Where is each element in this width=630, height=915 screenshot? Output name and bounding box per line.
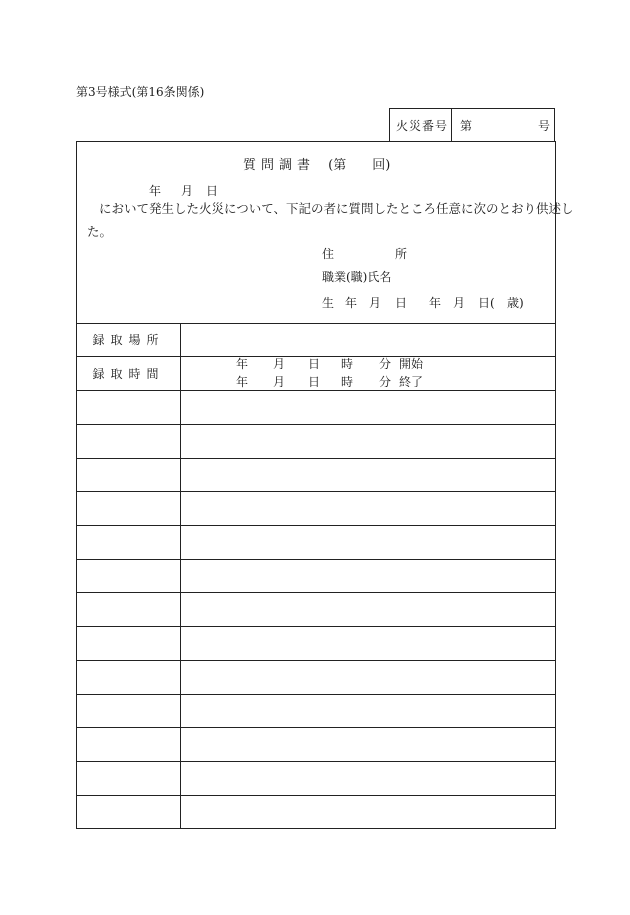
fire-number-dai: 第: [460, 119, 473, 133]
title-close: 回): [372, 158, 391, 173]
fire-number-go: 号: [538, 119, 551, 133]
rule-row-6: [77, 592, 555, 593]
start-year: 年: [236, 357, 249, 371]
birth-day-2: 日(: [478, 296, 495, 310]
birth-year-2: 年: [429, 296, 442, 310]
end-minute: 分: [379, 375, 392, 389]
rule-row-10: [77, 727, 555, 728]
start-label: 開始: [399, 357, 424, 371]
rule-row-1: [77, 424, 555, 425]
birth-year-1: 年: [345, 296, 358, 310]
end-label: 終了: [399, 375, 424, 389]
rule-row-2: [77, 458, 555, 459]
rule-time-bottom: [77, 390, 555, 391]
rule-row-7: [77, 626, 555, 627]
end-day: 日: [308, 375, 321, 389]
fire-number-box: [389, 108, 555, 141]
intro-line-1: において発生した火災について、下記の者に質問したところ任意に次のとおり供述し: [99, 201, 574, 216]
end-month: 月: [273, 375, 286, 389]
rule-column-divider: [180, 323, 181, 828]
birth-age: 歳): [507, 296, 524, 310]
date-year: 年: [149, 184, 162, 198]
fire-number-label: 火災番号: [396, 119, 449, 133]
end-hour: 時: [341, 375, 354, 389]
birth-month-1: 月: [369, 296, 382, 310]
rule-row-9: [77, 694, 555, 695]
title-text: 質問調書: [243, 158, 316, 173]
record-time-label: 録取時間: [92, 367, 165, 381]
address-label-a: 住: [322, 247, 335, 261]
intro-line-2: た。: [87, 224, 113, 239]
start-minute: 分: [379, 357, 392, 371]
address-label-b: 所: [395, 247, 408, 261]
form-title: [243, 159, 390, 172]
start-month: 月: [273, 357, 286, 371]
job-name-label: 職業(職)氏名: [322, 270, 392, 284]
form-id: 第3号様式(第16条関係): [76, 85, 205, 99]
rule-header-bottom: [77, 323, 555, 324]
rule-row-3: [77, 491, 555, 492]
record-place-label: 録取場所: [92, 333, 165, 347]
rule-row-11: [77, 761, 555, 762]
birth-day-1: 日: [395, 296, 408, 310]
rule-row-12: [77, 795, 555, 796]
title-open: (第: [328, 158, 347, 173]
start-hour: 時: [341, 357, 354, 371]
rule-row-8: [77, 660, 555, 661]
fire-number-divider: [451, 109, 452, 141]
date-day: 日: [206, 184, 219, 198]
start-day: 日: [308, 357, 321, 371]
birth-month-2: 月: [453, 296, 466, 310]
date-month: 月: [181, 184, 194, 198]
interrogation-form: [76, 141, 574, 829]
rule-row-4: [77, 525, 555, 526]
end-year: 年: [236, 375, 249, 389]
rule-row-5: [77, 559, 555, 560]
birth-sei: 生: [322, 296, 335, 310]
